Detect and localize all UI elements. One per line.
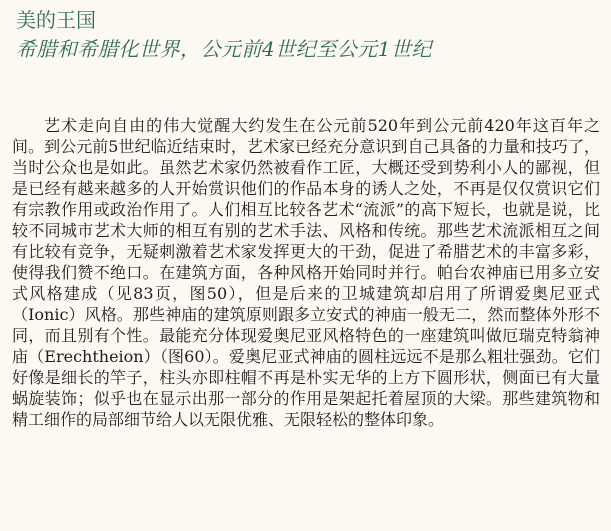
body-paragraph: 艺术走向自由的伟大觉醒大约发生在公元前520年到公元前420年这百年之间。到公元前5世纪临近结束时，艺术家已经充分意识到自己具备的力量和技巧了，当时公众也是如此。虽然艺术家仍然被看作工匠，大概还受到势利小人的鄙视，但是已经有越来越多的人开始赏识他们的作品本身的诱人之处，不再是仅仅赏识它们有宗教作用或政治作用了。人们相互比较各艺术“流派”的高下短长，也就是说，比较不同城市艺术大师的相互有别的艺术手法、风格和传统。那些艺术流派相互之间有比较有竞争，无疑刺激着艺术家发挥更大的干劲，促进了希腊艺术的丰富多彩，使得我们赞不绝口。在建筑方面，各种风格开始同时并行。帕台农神庙已用多立安式风格建成（见83页，图50），但是后来的卫城建筑却启用了所谓爱奥尼亚式（Ionic）风格。那些神庙的建筑原则跟多立安式的神庙一般无二，然而整体外形不同，而且别有个性。最能充分体现爱奥尼亚风格特色的一座建筑叫做厄瑞克特翁神庙（Erechtheion）（图60）。爱奥尼亚式神庙的圆柱远远不是那么粗壮强劲。它们好像是细长的竿子，柱头亦即柱帽不再是朴实无华的上方下圆形状，侧面已有大量蜗旋装饰；似乎也在显示出那一部分的作用是架起托着屋顶的大梁。那些建筑物和精工细作的局部细节给人以无限优雅、无限轻松的整体印象。 [12,116,600,429]
page-header [16,7,601,63]
chapter-title: 希腊和希腊化世界，公元前4世纪至公元1世纪 [16,37,432,61]
section-title: 美的王国 [16,8,96,32]
